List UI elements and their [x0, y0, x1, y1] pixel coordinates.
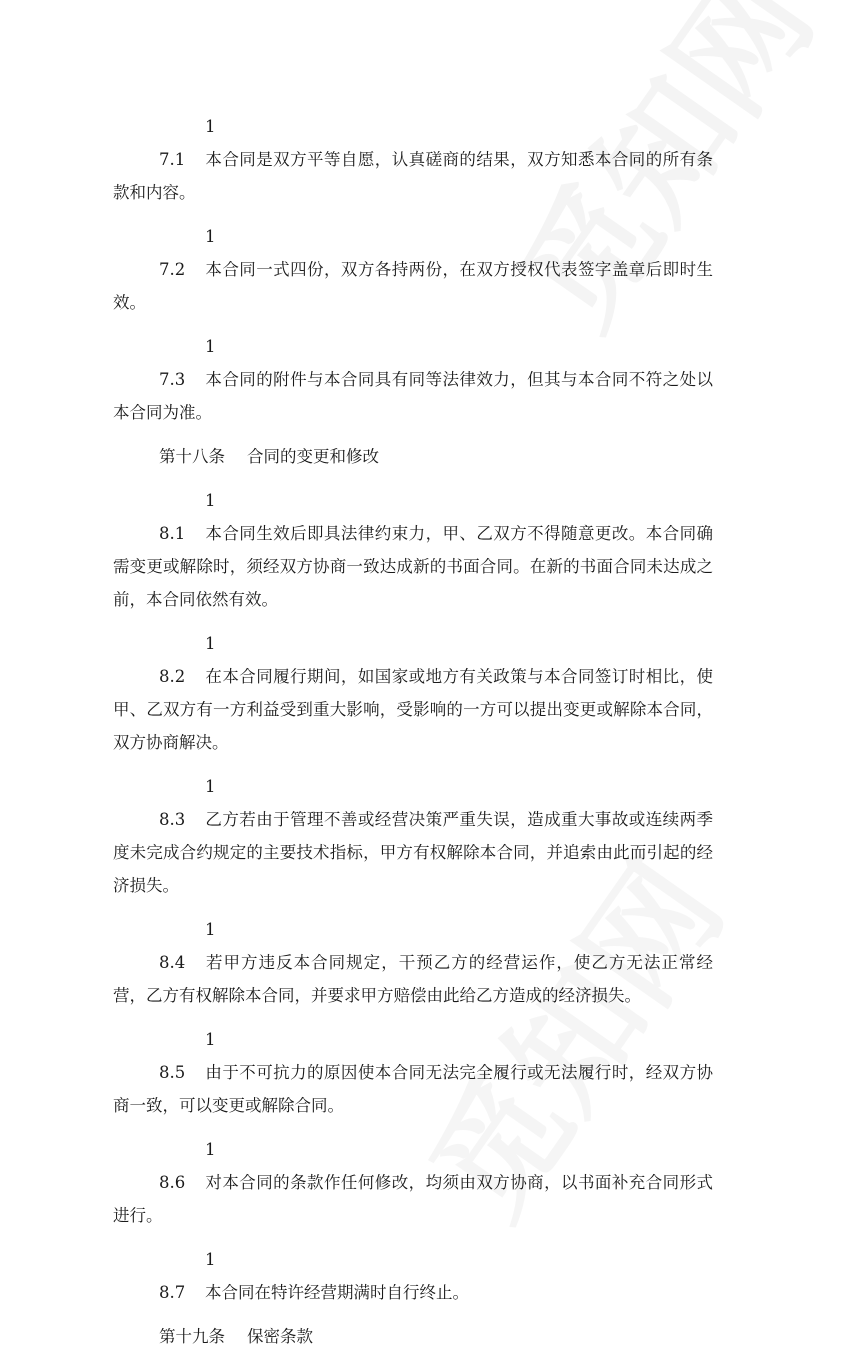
article-label: 第十九条	[159, 1327, 225, 1346]
clause-18-2	[113, 627, 713, 759]
clause-18-6	[113, 1133, 713, 1232]
article-18-heading	[113, 440, 713, 473]
clause-18-5	[113, 1023, 713, 1122]
clause-number: 18.4	[159, 920, 216, 972]
clause-17-1	[113, 110, 713, 209]
clause-number: 17.3	[159, 337, 216, 389]
clause-text: 对本合同的条款作任何修改，均须由双方协商，以书面补充合同形式进行。	[113, 1173, 713, 1225]
clause-number: 18.1	[159, 491, 216, 543]
clause-text: 本合同一式四份，双方各持两份，在双方授权代表签字盖章后即时生效。	[113, 260, 713, 312]
clause-text: 本合同是双方平等自愿，认真磋商的结果，双方知悉本合同的所有条款和内容。	[113, 150, 713, 202]
article-label: 第十八条	[159, 447, 225, 466]
clause-number: 18.6	[159, 1140, 216, 1192]
clause-text: 由于不可抗力的原因使本合同无法完全履行或无法履行时，经双方协商一致，可以变更或解除合同。	[113, 1063, 713, 1115]
clause-text: 乙方若由于管理不善或经营决策严重失误，造成重大事故或连续两季度未完成合约规定的主要技术指标，甲方有权解除本合同，并追索由此而引起的经济损失。	[113, 810, 713, 895]
document-body	[113, 110, 713, 1364]
clause-18-3	[113, 770, 713, 902]
article-title: 保密条款	[247, 1327, 313, 1346]
clause-number: 17.1	[159, 117, 216, 169]
clause-number: 18.5	[159, 1030, 216, 1082]
article-title: 合同的变更和修改	[247, 447, 379, 466]
clause-18-7	[113, 1243, 713, 1309]
clause-18-1	[113, 484, 713, 616]
clause-number: 18.7	[159, 1250, 216, 1302]
clause-text: 本合同在特许经营期满时自行终止。	[205, 1283, 469, 1302]
clause-17-3	[113, 330, 713, 429]
clause-text: 若甲方违反本合同规定，干预乙方的经营运作，使乙方无法正常经营，乙方有权解除本合同，并要求甲方赔偿由此给乙方造成的经济损失。	[113, 953, 713, 1005]
clause-17-2	[113, 220, 713, 319]
clause-number: 18.2	[159, 634, 216, 686]
article-19-heading	[113, 1320, 713, 1353]
clause-number: 17.2	[159, 227, 216, 279]
clause-number: 18.3	[159, 777, 216, 829]
clause-text: 本合同生效后即具法律约束力，甲、乙双方不得随意更改。本合同确需变更或解除时，须经双方协商一致达成新的书面合同。在新的书面合同未达成之前，本合同依然有效。	[113, 524, 713, 609]
clause-text: 本合同的附件与本合同具有同等法律效力，但其与本合同不符之处以本合同为准。	[113, 370, 713, 422]
clause-18-4	[113, 913, 713, 1012]
clause-text: 在本合同履行期间，如国家或地方有关政策与本合同签订时相比，使甲、乙双方有一方利益受到重大影响，受影响的一方可以提出变更或解除本合同，双方协商解决。	[113, 667, 713, 752]
